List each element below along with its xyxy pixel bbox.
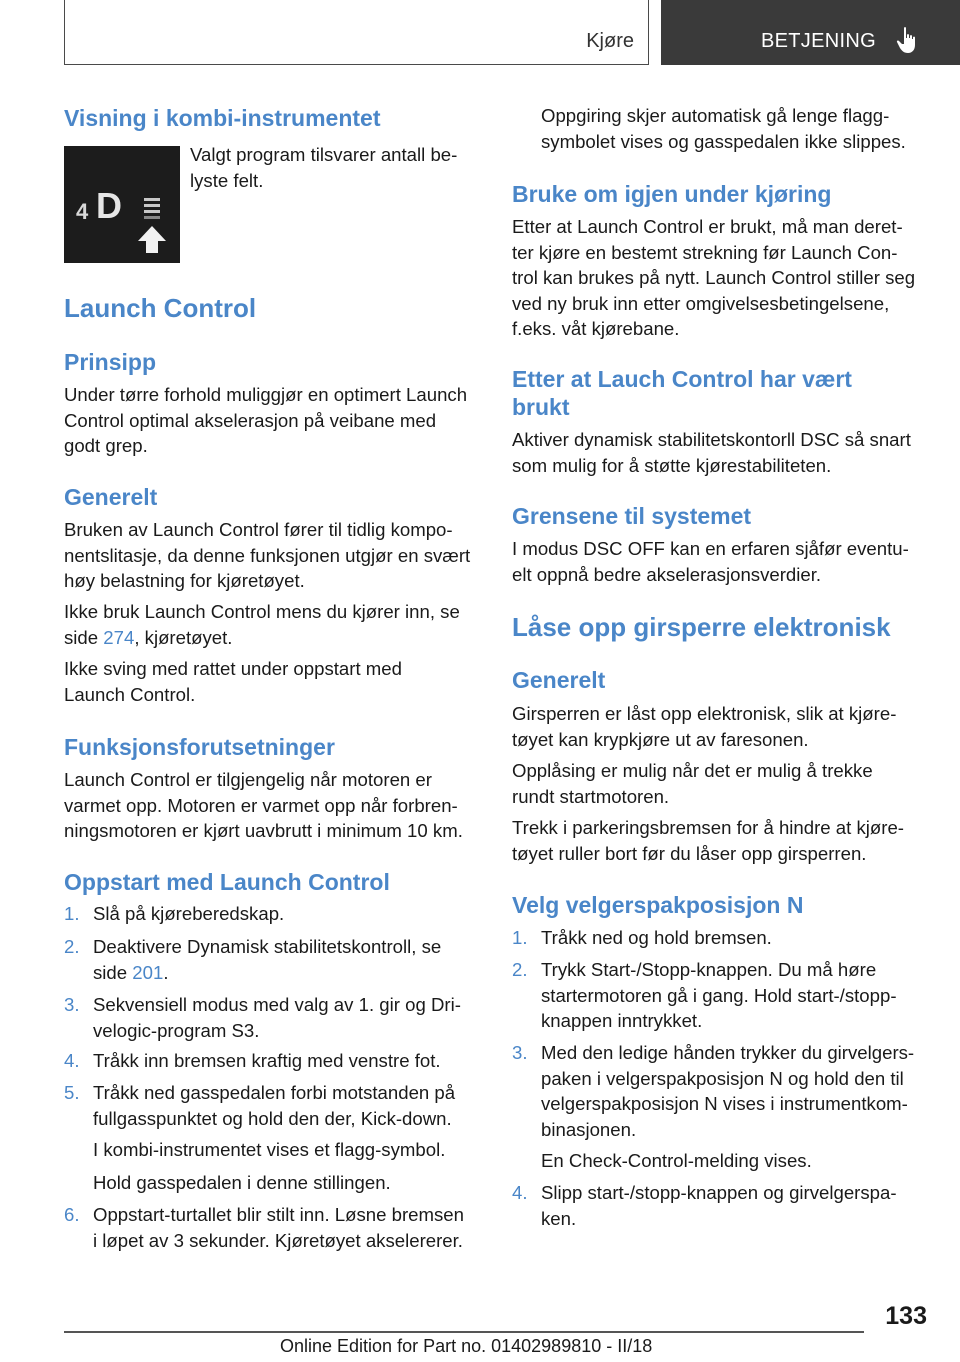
step-number: 1.	[64, 903, 80, 924]
oppgiring-text: Oppgiring skjer automatisk gå lenge flagg- symbolet vises og gasspedalen ikke slippes.	[541, 105, 906, 152]
instrument-display-graphic	[64, 146, 180, 263]
list-item: Slipp start-/stopp-knappen og girvelgerspa- ken.	[541, 1182, 897, 1229]
step-number: 1.	[512, 927, 528, 948]
heading-grensene: Grensene til systemet	[512, 503, 752, 529]
page-ref-201-link[interactable]: 201	[132, 961, 164, 983]
heading-velg-n: Velg velgerspakposisjon N	[512, 892, 804, 918]
step-number: 5.	[64, 1082, 80, 1103]
instrument-gear-digit: 4	[76, 199, 89, 224]
heading-funksjonsforutsetninger: Funksjonsforutsetninger	[64, 734, 335, 760]
header-chapter-label: BETJENING	[761, 30, 876, 52]
funksjon-text: Launch Control er tilgjengelig når motoren er varmet opp. Motoren er varmet opp når forbren- ningsmotoren er kjørt uavbrutt i minimum 10 km.	[64, 769, 463, 841]
header-section-tab	[64, 0, 649, 65]
footer-divider	[64, 1331, 864, 1333]
step-number: 6.	[64, 1204, 80, 1225]
list-item: En Check-Control-melding vises.	[541, 1150, 812, 1171]
hand-pointer-icon	[895, 26, 921, 54]
heading-lase-opp-girsperre: Låse opp girsperre elektronisk	[512, 612, 891, 642]
list-item: Sekvensiell modus med valg av 1. gir og Dri- velogic-program S3.	[93, 994, 461, 1041]
step-number: 2.	[64, 936, 80, 957]
footer-edition: Online Edition for Part no. 01402989810 - II/18	[280, 1336, 653, 1356]
list-item: Oppstart-turtallet blir stilt inn. Løsne bremsen i løpet av 3 sekunder. Kjøretøyet akselererer.	[93, 1204, 464, 1251]
heading-bruke-om-igjen: Bruke om igjen under kjøring	[512, 181, 832, 207]
gen-text-2: Opplåsing er mulig når det er mulig å trekke rundt startmotoren.	[512, 760, 873, 807]
prinsipp-text: Under tørre forhold muliggjør en optimert Launch Control optimal akselerasjon på veibane med godt grep.	[64, 384, 468, 456]
page-ref-274-link[interactable]: 274	[103, 626, 135, 648]
list-item: Tråkk ned og hold bremsen.	[541, 927, 772, 948]
list-item: Slå på kjøreberedskap.	[93, 903, 285, 924]
upshift-arrow-icon	[138, 226, 166, 253]
header-chapter-tab	[661, 0, 960, 65]
heading-launch-control: Launch Control	[64, 293, 257, 323]
heading-generelt-right: Generelt	[512, 667, 606, 693]
heading-prinsipp: Prinsipp	[64, 349, 157, 375]
step-number: 4.	[64, 1050, 80, 1071]
etter-text: Aktiver dynamisk stabilitetskontorll DSC så snart som mulig for å støtte kjørestabiliteten.	[512, 429, 911, 476]
instrument-gear-letter: D	[96, 185, 122, 226]
list-item: Trykk Start-/Stopp-knappen. Du må høre startermotoren gå i gang. Hold start-/stopp- knappen inntrykket.	[541, 959, 897, 1031]
step-number: 2.	[512, 959, 528, 980]
list-item: Med den ledige hånden trykker du girvelgers- paken i velgerspakposisjon N og hold den til velgerspakposisjon N vises i instrumentkom- binasjonen.	[541, 1042, 915, 1140]
instrument-display-image	[64, 146, 180, 263]
gen-text-3: Trekk i parkeringsbremsen for å hindre at kjøre- tøyet ruller bort før du låser opp girsperren.	[512, 817, 904, 864]
generelt-text-2: Ikke bruk Launch Control mens du kjører inn, se side 274, kjøretøyet.	[64, 601, 460, 648]
list-item: Tråkk ned gasspedalen forbi motstanden på fullgasspunktet og hold den der, Kick-down.	[93, 1082, 456, 1129]
list-item: Tråkk inn bremsen kraftig med venstre fot.	[93, 1050, 441, 1071]
heading-oppstart: Oppstart med Launch Control	[64, 869, 390, 895]
heading-visning: Visning i kombi-instrumentet	[64, 105, 381, 131]
step-number: 4.	[512, 1182, 528, 1203]
bruke-text: Etter at Launch Control er brukt, må man deret- ter kjøre en bestemt strekning før Launch Con- trol kan brukes på nytt. Launch Control stiller seg ved ny bruk inn etter omgivelsesbetingelsene, f.eks. våt kjørebane.	[512, 216, 916, 339]
list-item: I kombi-instrumentet vises et flagg-symbol.	[93, 1139, 446, 1160]
visning-text: Valgt program tilsvarer antall be- lyste felt.	[190, 144, 458, 191]
gen-text-1: Girsperren er låst opp elektronisk, slik at kjøre- tøyet kan krypkjøre ut av faresonen.	[512, 703, 897, 750]
heading-generelt-left: Generelt	[64, 484, 158, 510]
step-number: 3.	[512, 1042, 528, 1063]
generelt-text-1: Bruken av Launch Control fører til tidlig kompo- nentslitasje, da denne funksjonen utgjør en svært høy belastning for kjøretøyet.	[64, 519, 471, 591]
generelt-text-3: Ikke sving med rattet under oppstart med Launch Control.	[64, 658, 402, 705]
heading-etter-launch: Etter at Lauch Control har vært brukt	[512, 366, 852, 420]
step-number: 3.	[64, 994, 80, 1015]
list-item: Hold gasspedalen i denne stillingen.	[93, 1172, 391, 1193]
header-section-label: Kjøre	[586, 30, 634, 52]
page-number: 133	[885, 1302, 927, 1330]
grensene-text: I modus DSC OFF kan en erfaren sjåfør eventu- elt oppnå bedre akselerasjonsverdier.	[512, 538, 909, 585]
list-item: Deaktivere Dynamisk stabilitetskontroll, se side 201.	[93, 936, 442, 983]
